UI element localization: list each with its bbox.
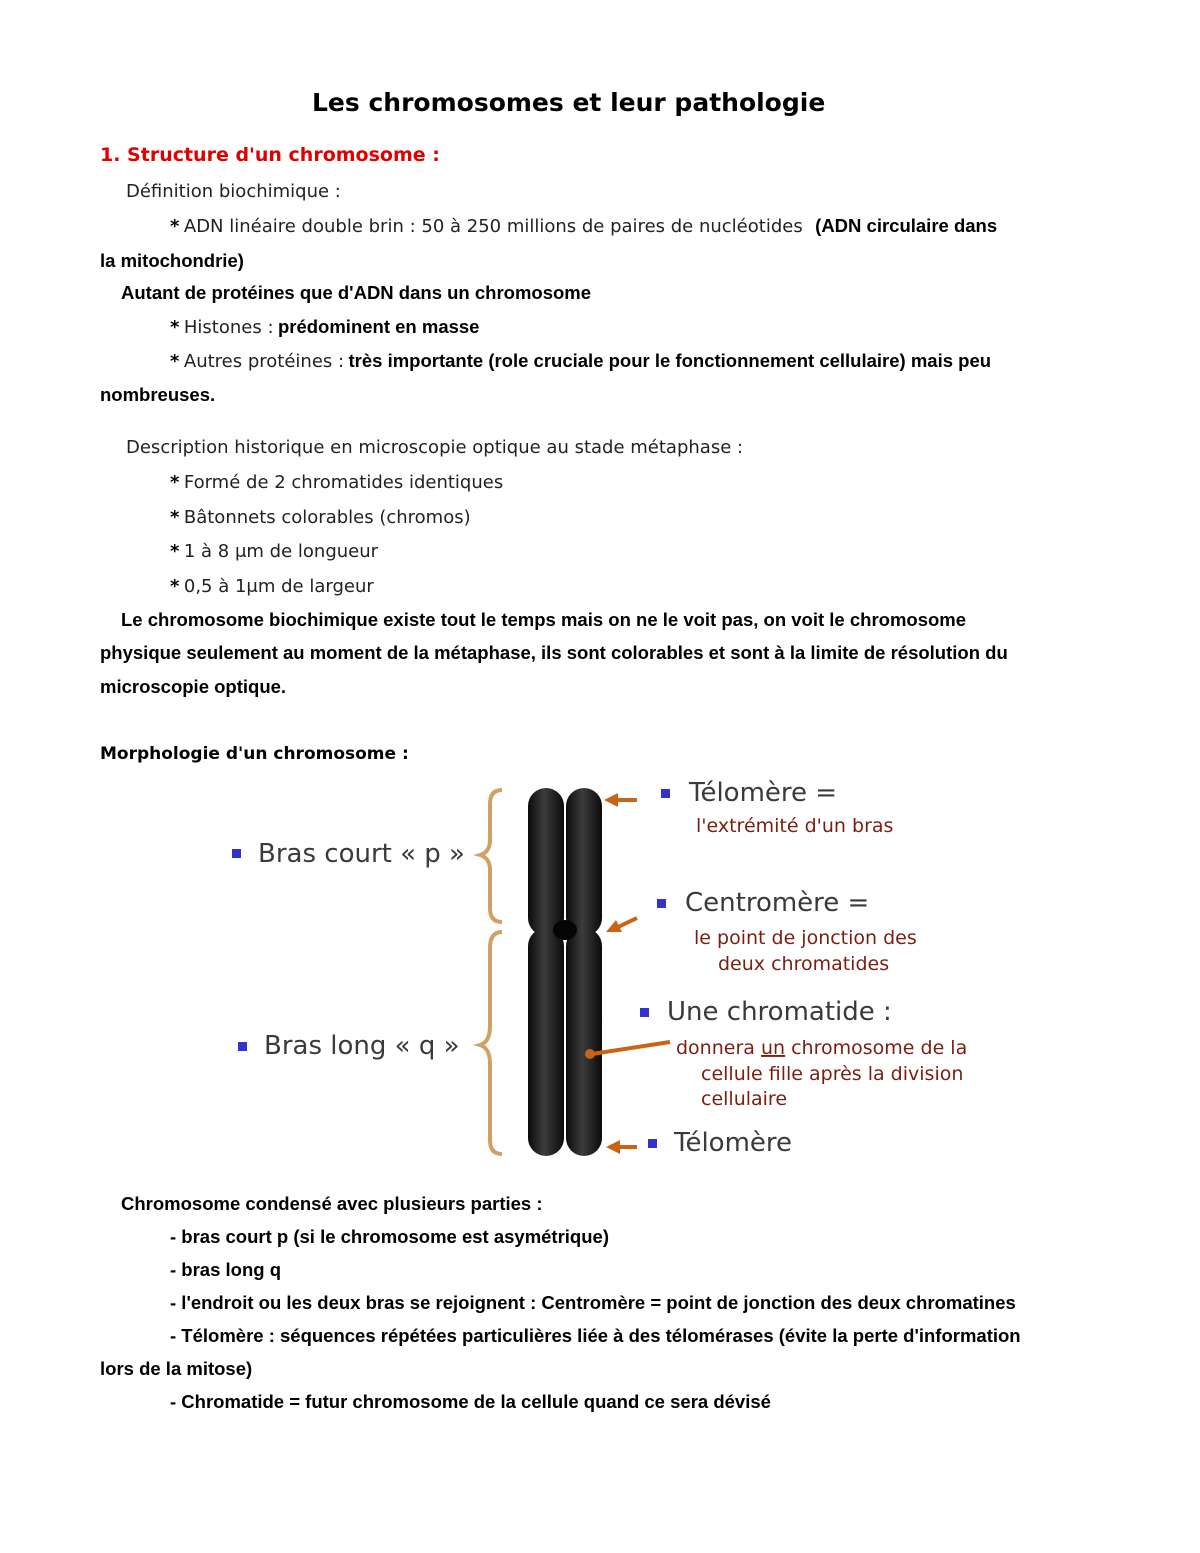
definition-biochimique: Définition biochimique :: [126, 181, 341, 202]
autres-text: très importante (role cruciale pour le fonctionnement cellulaire) mais peu: [348, 350, 992, 371]
condense-item: - l'endroit ou les deux bras se rejoignent : Centromère = point de jonction des deux chromatines: [170, 1292, 1016, 1313]
bullet-square: [657, 899, 666, 908]
para-line: physique seulement au moment de la métaphase, ils sont colorables et sont à la limite de résolution du: [100, 642, 1008, 663]
condense-item: - bras long q: [170, 1259, 281, 1280]
autres-label: Autres protéines :: [183, 351, 345, 372]
chromosome-diagram: [200, 770, 1000, 1170]
bullet-square: [648, 1139, 657, 1148]
bullet-star: *: [170, 472, 180, 493]
desc-item-text: Bâtonnets colorables (chromos): [183, 507, 471, 528]
desc-item-text: 1 à 8 μm de longueur: [183, 541, 379, 562]
chromosome-shape: [528, 788, 602, 1156]
desc-centromere: le point de jonction des: [694, 927, 917, 949]
desc-item-text: 0,5 à 1μm de largeur: [183, 576, 374, 597]
autres-text-cont: nombreuses.: [100, 384, 216, 405]
page-title: Les chromosomes et leur pathologie: [312, 88, 826, 117]
section-heading-structure: 1. Structure d'un chromosome :: [100, 144, 440, 166]
desc-chromatide: cellulaire: [701, 1088, 788, 1110]
label-telomere-top: Télomère =: [689, 778, 838, 808]
histones-text: prédominent en masse: [277, 316, 480, 337]
bullet-square: [232, 849, 241, 858]
desc-chromatide-underlined: un: [760, 1037, 786, 1059]
label-bras-long: Bras long « q »: [264, 1031, 460, 1061]
bullet-star: *: [170, 351, 180, 372]
desc-centromere: deux chromatides: [718, 953, 890, 975]
description-heading: Description historique en microscopie optique au stade métaphase :: [126, 437, 744, 458]
condense-item: - Chromatide = futur chromosome de la cellule quand ce sera dévisé: [170, 1391, 771, 1412]
condense-heading: Chromosome condensé avec plusieurs parties :: [121, 1193, 543, 1214]
adn-circulaire-text: (ADN circulaire dans: [815, 215, 998, 236]
arrow-telomere-top: [604, 793, 637, 807]
desc-item: [170, 507, 471, 528]
condense-item-cont: lors de la mitose): [100, 1358, 253, 1379]
desc-item: [170, 541, 378, 562]
adn-text: ADN linéaire double brin : 50 à 250 millions de paires de nucléotides: [183, 216, 803, 237]
desc-chromatide: cellule fille après la division: [701, 1063, 964, 1085]
adn-line: [170, 215, 997, 237]
proteines-line: Autant de protéines que d'ADN dans un chromosome: [121, 282, 592, 303]
arrow-centromere: [606, 918, 637, 932]
histones-label: Histones :: [183, 317, 274, 338]
bullet-star: *: [170, 317, 180, 338]
desc-item: [170, 472, 503, 493]
morphologie-heading: Morphologie d'un chromosome :: [100, 744, 409, 764]
condense-item: - Télomère : séquences répétées particulières liée à des télomérases (évite la perte d'information: [170, 1325, 1021, 1346]
label-telomere-bottom: Télomère: [674, 1128, 793, 1158]
desc-chromatide-part: donnera: [676, 1037, 755, 1059]
desc-item: [170, 576, 374, 597]
desc-item-text: Formé de 2 chromatides identiques: [183, 472, 504, 493]
label-centromere: Centromère =: [685, 888, 870, 918]
para-line: Le chromosome biochimique existe tout le temps mais on ne le voit pas, on voit le chromosome: [121, 609, 967, 630]
brace-p: [480, 790, 502, 922]
arrow-telomere-bottom: [606, 1140, 637, 1154]
bullet-square: [640, 1008, 649, 1017]
label-bras-court: Bras court « p »: [258, 839, 465, 869]
label-chromatide: Une chromatide :: [667, 997, 892, 1027]
brace-q: [480, 932, 502, 1154]
bullet-square: [238, 1042, 247, 1051]
autres-proteines-line: [170, 350, 991, 372]
bullet-star: *: [170, 576, 180, 597]
bullet-star: *: [170, 541, 180, 562]
bullet-square: [661, 789, 670, 798]
histones-line: [170, 316, 479, 338]
para-line: microscopie optique.: [100, 676, 287, 697]
desc-chromatide: [676, 1037, 967, 1059]
desc-chromatide-part: chromosome de la: [791, 1037, 968, 1059]
adn-circulaire-cont: la mitochondrie): [100, 250, 244, 271]
condense-item: - bras court p (si le chromosome est asymétrique): [170, 1226, 609, 1247]
bullet-star: *: [170, 507, 180, 528]
bullet-star: *: [170, 216, 180, 237]
desc-telomere-top: l'extrémité d'un bras: [696, 815, 894, 837]
